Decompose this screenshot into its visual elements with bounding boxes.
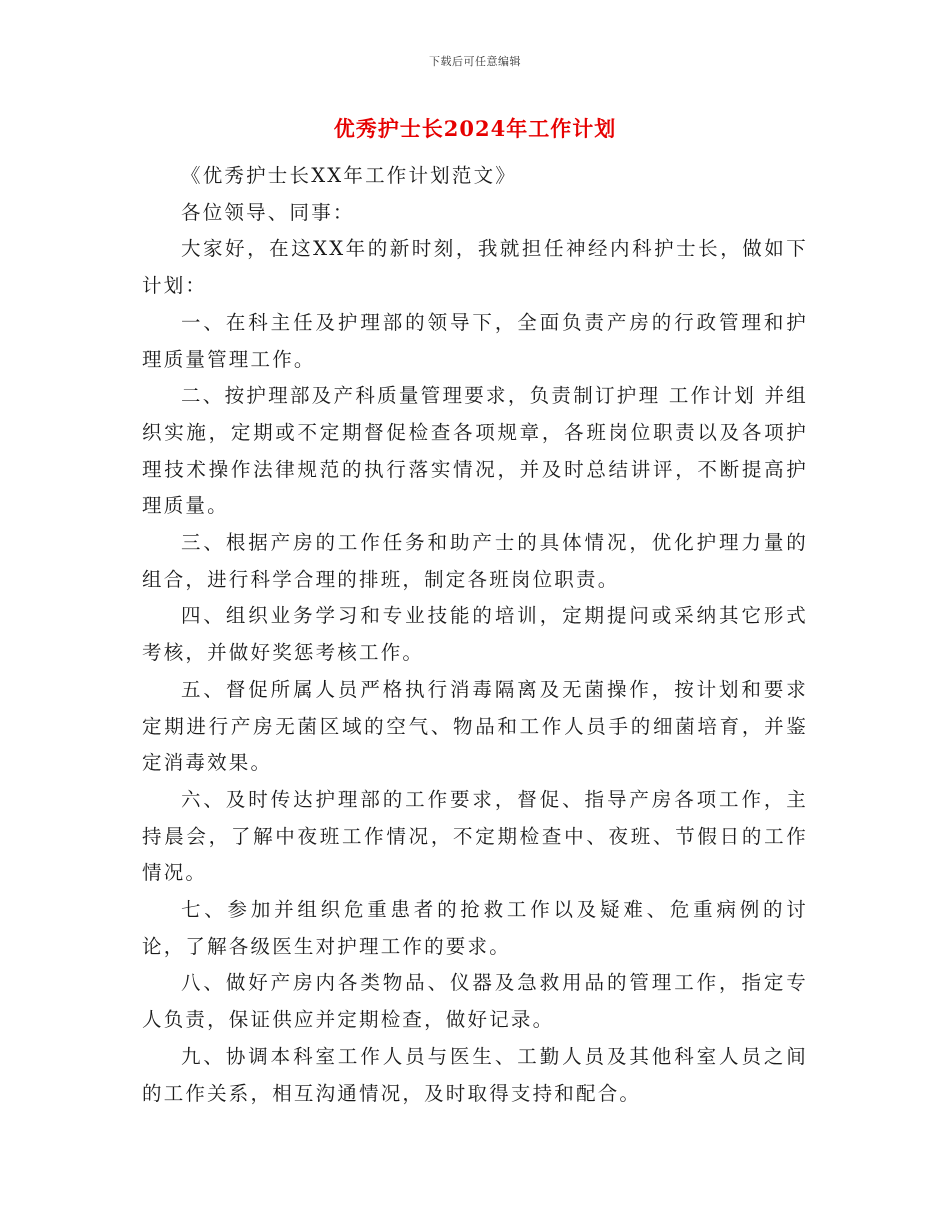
paragraph-item-1: 一、在科主任及护理部的领导下，全面负责产房的行政管理和护理质量管理工作。: [142, 310, 808, 371]
paragraph-item-6: 六、及时传达护理部的工作要求，督促、指导产房各项工作，主持晨会，了解中夜班工作情况，不定期检查中、夜班、节假日的工作情况。: [142, 787, 808, 885]
paragraph-intro: 大家好，在这XX年的新时刻，我就担任神经内科护士长，做如下计划：: [142, 237, 808, 298]
paragraph-subtitle: 《优秀护士长XX年工作计划范文》: [181, 164, 517, 187]
paragraph-item-5: 五、督促所属人员严格执行消毒隔离及无菌操作，按计划和要求定期进行产房无菌区域的空气、物品和工作人员手的细菌培育，并鉴定消毒效果。: [142, 677, 808, 775]
paragraph-item-2: 二、按护理部及产科质量管理要求，负责制订护理 工作计划 并组织实施，定期或不定期督促检查各项规章，各班岗位职责以及各项护理技术操作法律规范的执行落实情况，并及时总结讲评，不断提高护理质量。: [142, 384, 808, 518]
paragraph-item-3: 三、根据产房的工作任务和助产士的具体情况，优化护理力量的组合，进行科学合理的排班，制定各班岗位职责。: [142, 531, 808, 591]
paragraph-item-7: 七、参加并组织危重患者的抢救工作以及疑难、危重病例的讨论，了解各级医生对护理工作的要求。: [142, 898, 808, 958]
paragraph-item-9: 九、协调本科室工作人员与医生、工勤人员及其他科室人员之间的工作关系，相互沟通情况，及时取得支持和配合。: [142, 1044, 808, 1105]
document-title: 优秀护士长2024年工作计划: [333, 116, 617, 141]
header-note: 下载后可任意编辑: [429, 55, 521, 68]
paragraph-item-8: 八、做好产房内各类物品、仪器及急救用品的管理工作，指定专人负责，保证供应并定期检查，做好记录。: [142, 971, 808, 1032]
document-body: [142, 158, 808, 1112]
paragraph-item-4: 四、组织业务学习和专业技能的培训，定期提问或采纳其它形式考核，并做好奖惩考核工作。: [142, 604, 808, 665]
paragraph-salutation: 各位领导、同事：: [181, 200, 355, 224]
